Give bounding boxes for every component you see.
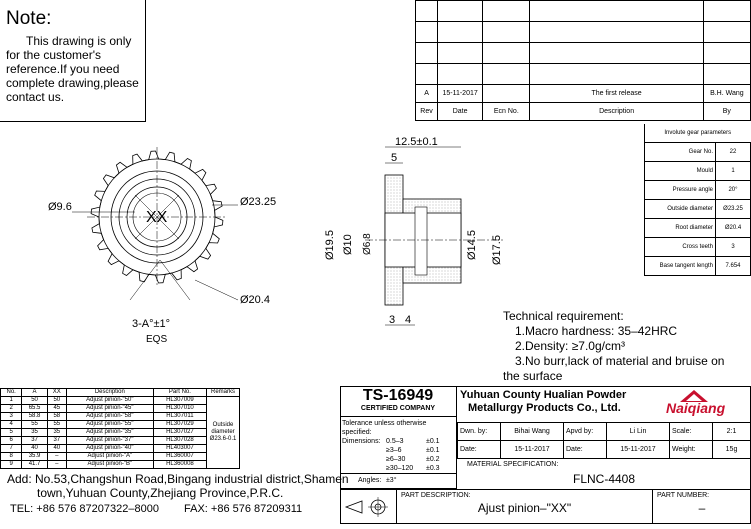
dim-d2325: Ø23.25 [240,196,277,208]
tech-item: the surface [503,369,563,383]
tech-item: 2.Density: ≥7.0g/cm³ [515,339,625,353]
dim-d175: Ø17.5 [491,235,503,265]
cert-box [340,386,457,417]
tel: TEL: +86 576 87207322–8000 [10,503,159,515]
dim-angle: 3-A°±1° [132,318,171,330]
table-row: 6 37 37 Adjust pinion-"37" HL307028 [1,437,240,445]
note-box [0,0,146,122]
logo-text: Naiqiang [666,400,726,416]
projection-icon [340,490,396,524]
table-row: 4 55 55 Adjust pinion-"55" HL307029 [1,421,240,429]
parts-header: No. A XX Description Part No. Remarks [1,389,240,397]
gear-side-view [315,135,515,335]
dim-d145: Ø14.5 [466,230,478,260]
angles-row: Angles: ±3° [340,474,457,489]
tech-item: 1.Macro hardness: 35–42HRC [515,324,678,338]
company-logo [664,388,748,418]
leader-line [130,260,160,300]
dim-w4: 4 [405,314,412,326]
tolerance-block: Tolerance unless otherwise specified: Dimensions: 0.5–3 ±0.1 ≥3–6 ±0.1 ≥6–30 ±0.2 ≥30–120 ±0.3 [340,417,457,474]
table-row: 5 35 35 Adjust pinion-"35" HL307027 [1,429,240,437]
part-description-value: Ajust pinion–"XX" [477,501,572,515]
dim-d96: Ø9.6 [48,201,72,213]
approval-table: Dwn. by: Bihai Wang Apvd by: Li Lin Scale: 2:1 Date: 15-11-2017 Date: 15-11-2017 Weight: 15g [457,422,751,459]
dim-d204: Ø20.4 [240,294,270,306]
dim-w5: 5 [391,152,398,164]
parts-table [0,388,240,469]
note-line: reference.If you need [6,62,120,76]
revision-row: A 15-11-2017 The first release B.H. Wang [416,85,751,103]
ts-16949: TS-16949 [362,387,434,404]
note-title: Note: [6,8,52,29]
table-row: 1 50 50 Adjust pinion-"50" HL307009 Outside diameter Ø23.6-0.1 [1,397,240,405]
tech-item: 3.No burr,lack of material and bruise on [515,354,725,368]
material-value: FLNC-4408 [572,472,636,486]
company-name: Yuhuan County Hualian Powder Metallurgy Products Co., Ltd. [460,389,627,414]
table-row: 3 58.8 58 Adjust pinion-"58" HL307011 [1,413,240,421]
leader-line [195,280,238,300]
address-line: Add: No.53,Changshun Road,Bingang industrial district,Shamen [7,472,349,486]
part-number: PART NUMBER: – [653,490,751,524]
dim-w125: 12.5±0.1 [395,136,438,148]
dim-d68: Ø6.8 [362,233,373,255]
company-address [7,472,349,500]
table-row: 8 35.9 – Adjust pinion-"A" HL360007 [1,453,240,461]
part-number-value: – [698,501,706,515]
projection-symbol [340,490,397,524]
label-eqs: EQS [146,334,168,345]
note-line: contact us. [6,90,65,104]
gear-recess [415,207,427,275]
part-row [340,489,751,524]
leader-line [160,260,190,300]
material-spec: MATERIAL SPECIFICATION: FLNC-4408 [457,458,751,489]
dim-w3: 3 [389,314,396,326]
gear-parameter-table: Involute gear parameters Gear No. 22 Mould 1 Pressure angle 20° Outside diameter Ø23.25 Root diameter Ø20.4 Cross teeth 3 Base tangent length 7.654 [644,124,751,276]
dim-d195: Ø19.5 [324,230,336,260]
note-line: complete drawing,please [6,76,139,90]
part-description: PART DESCRIPTION: Ajust pinion–"XX" [397,490,653,524]
tech-title: Technical requirement: [503,309,624,323]
label-xx: XX [146,209,168,226]
gear-front-view [0,120,330,350]
contact-phone [10,503,302,515]
note-line: for the customer's [6,48,101,62]
table-row: 9 41.7 – Adjust pinion-"B" HL360008 [1,461,240,469]
gear-params-title: Involute gear parameters [645,124,751,143]
revision-table [415,0,751,121]
table-row: 7 40 40 Adjust pinion-"40" HL403007 [1,445,240,453]
note-line: This drawing is only [26,34,132,48]
revision-header: Rev Date Ecn No. Description By [416,103,751,121]
dim-d10: Ø10 [342,234,354,255]
table-row: 2 65.5 45 Adjust pinion-"45" HL307010 [1,405,240,413]
fax: FAX: +86 576 87209311 [184,503,303,515]
certified-company: CERTIFIED COMPANY [360,405,436,412]
address-line: town,Yuhuan County,Zhejiang Province,P.R.C. [37,486,284,500]
technical-requirements [503,309,724,384]
parts-remark: Outside diameter Ø23.6-0.1 [207,397,240,469]
